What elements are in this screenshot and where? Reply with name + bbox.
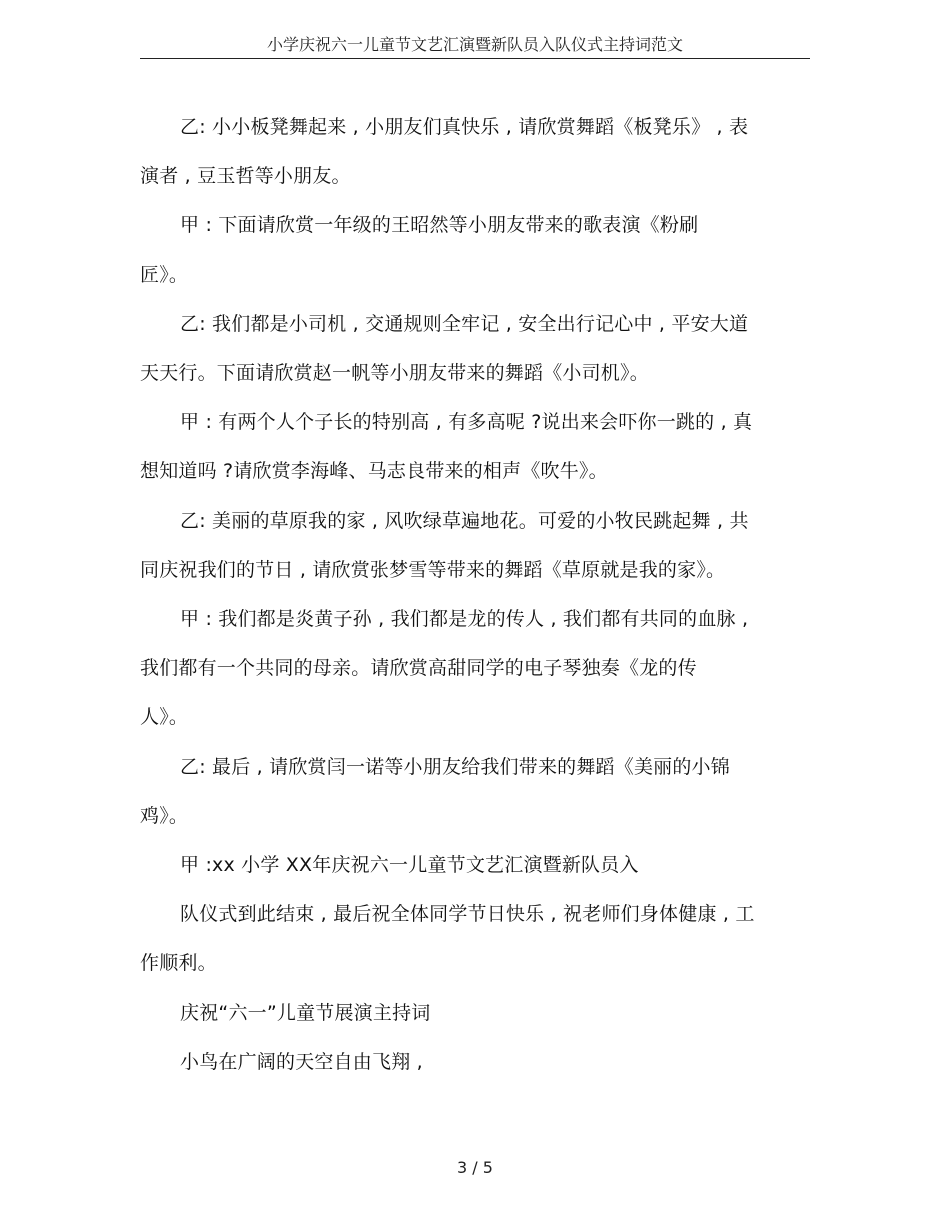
paragraph-line: 同庆祝我们的节日 , 请欣赏张梦雪等带来的舞蹈《草原就是我的家》。 [140, 558, 726, 581]
document-title: 小学庆祝六一儿童节文艺汇演暨新队员入队仪式主持词范文 [266, 35, 683, 54]
paragraph-line: 甲 : 下面请欣赏一年级的王昭然等小朋友带来的歌表演《粉刷 [180, 214, 699, 237]
paragraph [140, 743, 812, 841]
paragraph [140, 497, 812, 595]
paragraph [140, 201, 812, 299]
paragraph-line: 我们都有一个共同的母亲。请欣赏高甜同学的电子琴独奏《龙的传 [140, 657, 697, 680]
paragraph-line: 作顺利。 [140, 952, 217, 975]
paragraph-line: 鸡》。 [140, 804, 189, 827]
paragraph-line: 人》。 [140, 706, 189, 729]
paragraph-line: 乙: 我们都是小司机 , 交通规则全牢记 , 安全出行记心中 , 平安大道 [180, 312, 749, 335]
paragraph [140, 1038, 812, 1087]
paragraph-line: 演者 , 豆玉哲等小朋友。 [140, 165, 351, 188]
paragraph [140, 398, 812, 496]
paragraph [140, 989, 812, 1038]
paragraph-line: 甲 : 我们都是炎黄子孙 , 我们都是龙的传人 , 我们都有共同的血脉 , [180, 608, 749, 631]
paragraph [140, 890, 812, 988]
paragraph-line: 乙: 最后 , 请欣赏闫一诺等小朋友给我们带来的舞蹈《美丽的小锦 [180, 755, 730, 778]
paragraph-line: 小鸟在广阔的天空自由飞翔 , [180, 1050, 423, 1073]
paragraph-line: 甲 : 有两个人个子长的特别高 , 有多高呢 ?说出来会吓你一跳的 , 真 [180, 411, 753, 434]
page-number: 3 / 5 [457, 1158, 493, 1177]
paragraph-line: 乙: 小小板凳舞起来 , 小朋友们真快乐 , 请欣赏舞蹈《板凳乐》 , 表 [180, 116, 749, 138]
paragraph [140, 103, 812, 201]
paragraph-line: 匠》。 [140, 263, 189, 286]
paragraph [140, 595, 812, 743]
paragraph-line: 天天行。下面请欣赏赵一帆等小朋友带来的舞蹈《小司机》。 [140, 362, 649, 385]
paragraph-line: 甲 :xx 小学 XX年庆祝六一儿童节文艺汇演暨新队员入 [180, 854, 639, 877]
paragraph [140, 300, 812, 398]
paragraph-line: 队仪式到此结束 , 最后祝全体同学节日快乐 , 祝老师们身体健康 , 工 [180, 903, 755, 926]
paragraph-line: 乙: 美丽的草原我的家 , 风吹绿草遍地花。可爱的小牧民跳起舞 , 共 [180, 509, 749, 532]
paragraph-line: 想知道吗 ?请欣赏李海峰、马志良带来的相声《吹牛》。 [140, 460, 608, 483]
page-header [140, 32, 810, 59]
paragraph [140, 841, 812, 890]
document-body [140, 103, 812, 1087]
section-heading: 庆祝“六一”儿童节展演主持词 [180, 1001, 431, 1024]
